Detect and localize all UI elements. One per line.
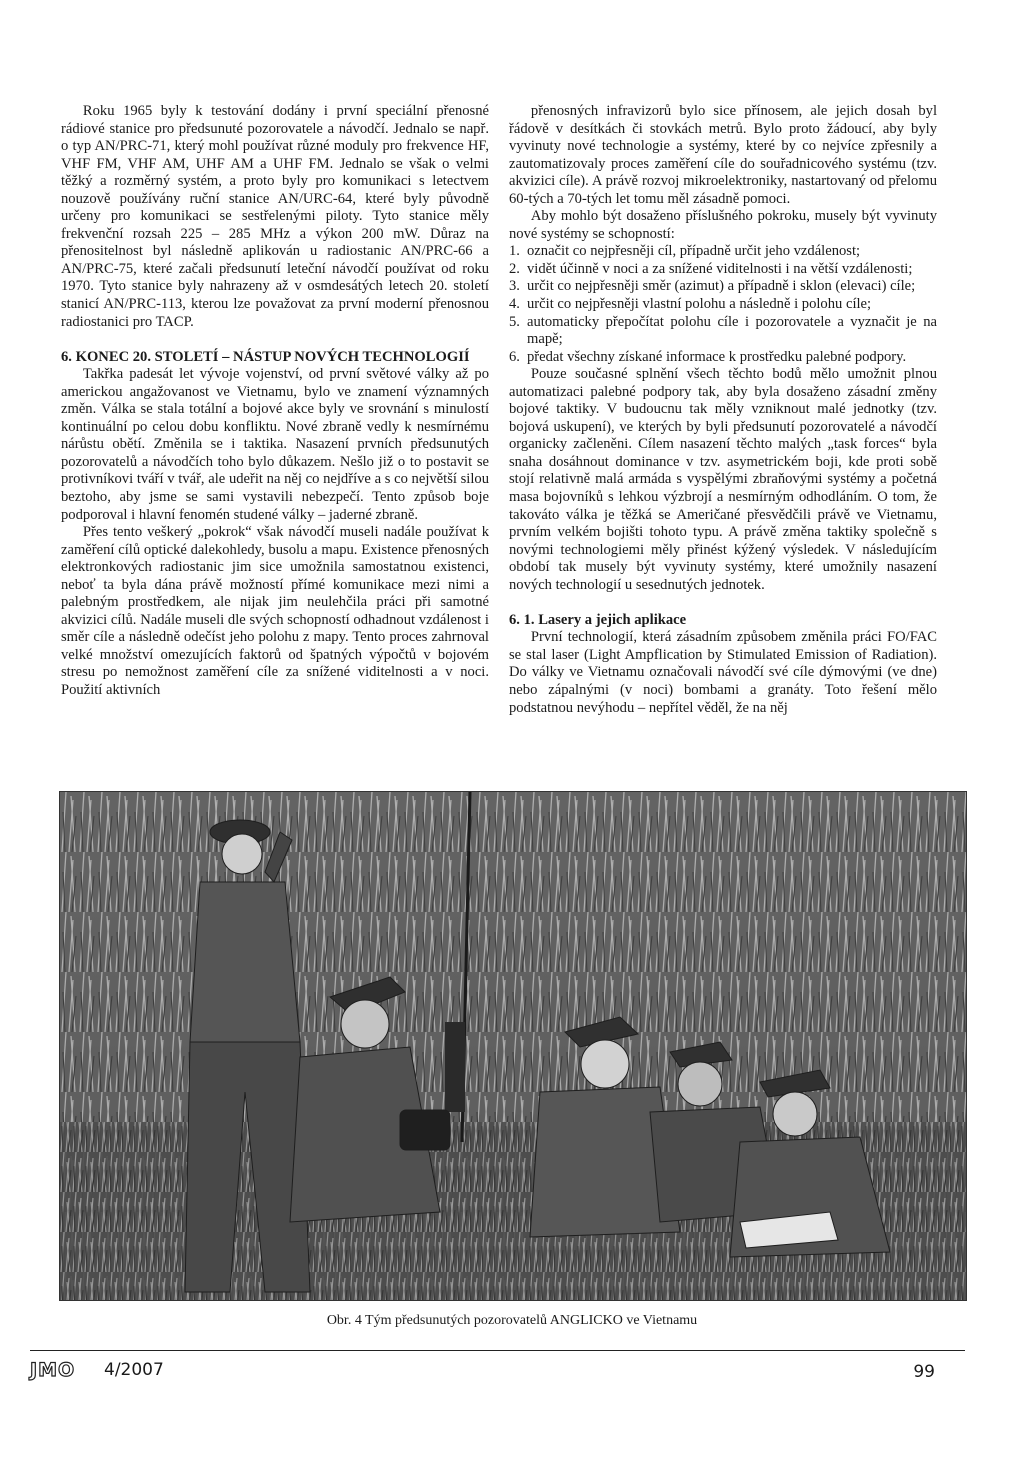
radio-set (445, 1022, 465, 1112)
right-paragraph-2: Aby mohlo být dosaženo příslušného pokroku, musely být vyvinuty nové systémy se schopností: (509, 208, 937, 242)
left-column (61, 103, 489, 700)
list-item-text: automaticky přepočítat polohu cíle i pozorovatele a vyznačit je na mapě; (527, 313, 937, 348)
section-heading-6-1: 6. 1. Lasery a jejich aplikace (509, 611, 687, 628)
figure-photo (59, 791, 967, 1301)
list-item (509, 243, 937, 261)
list-item-text: určit co nejpřesněji směr (azimut) a případně i sklon (elevaci) cíle; (527, 278, 916, 295)
left-paragraph-2: Takřka padesát let vývoje vojenství, od první světové války až po americkou angažovanost ve Vietnamu, bylo ve znamení významných změn. Válka se stala totální a bojové akce byly ve srovnání s minulostí kontinuální po celou dobu konfliktu. Nové zbraně vedly k nesmírnému nárůstu obětí. Změnila se i taktika. Nasazení prvních předsunutých pozorovatelů a návodčích toho bylo důkazem. Nešlo již o to postavit se protivníkovi tváří v tvář, ale udeřit na něj co nejdříve a s co největší silou beztoho, aby jsme se sami vystavili nebezpečí. Tento způsob boje podporoval i hlavní fenomén studené války – jaderné zbraně. (61, 366, 489, 523)
capability-list (509, 243, 937, 366)
list-item-number: 2. (509, 260, 520, 277)
list-item (509, 278, 937, 296)
right-column (509, 103, 937, 717)
right-paragraph-3: Pouze současné splnění všech těchto bodů mělo umožnit plnou automatizaci palebné podpory tak, aby byla dosaženo zásadní změny bojové taktiky. V budoucnu tak měly vzniknout malé jednotky (tzv. bojová uskupení), ve kterých by byli předsunutí pozorovatelé a návodčí organicky začleněni. Cílem nasazení těchto malých „task forces“ byla snaha dosáhnout dominance v tzv. asymetrickém boji, kde proti sobě stojí relativně malá armáda s vyspělými zbraňovými systémy a početná masa bojovníků s lehkou výzbrojí a nesmírným odhodláním. O tom, že takováto válka je těžká se Američané přesvědčili právě ve Vietnamu, prvním velkém bojišti tohoto typu. A právě změna taktiky společně s novými technologiemi měly přinést kýžený výsledek. V následujícím období tak musely být vyvinuty systémy, které umožnily nasazení nových technologií u sesednutých jednotek. (509, 366, 937, 593)
issue-number: 4/2007 (104, 1360, 164, 1380)
figure-caption: Obr. 4 Tým předsunutých pozorovatelů ANGLICKO ve Vietnamu (326, 1313, 698, 1328)
list-item-text: vidět účinně v noci a za snížené viditelnosti i na větší vzdálenosti; (527, 260, 913, 277)
list-item-text: označit co nejpřesněji cíl, případně určit jeho vzdálenost; (527, 243, 861, 260)
photo-illustration (60, 792, 966, 1300)
list-item-number: 3. (509, 278, 520, 295)
journal-logo: JMO (30, 1359, 76, 1381)
right-paragraph-1: přenosných infravizorů bylo sice přínosem, ale jejich dosah byl řádově v desítkách či stovkách metrů. Bylo proto žádoucí, aby byly vyvinuty nové technologie a systémy, které by co nejvíce zpřesnily a zautomatizovaly proces zaměření cíle do souřadnicového systému (tzv. akvizici cíle). A právě rozvoj mikroelektroniky, nastartovaný od přelomu 60-tých a 70-tých let tomu měl zásadně pomoci. (509, 103, 937, 207)
list-item (509, 349, 937, 367)
page-number: 99 (913, 1362, 935, 1382)
list-item (509, 314, 937, 349)
list-item (509, 261, 937, 279)
left-paragraph-3: Přes tento veškerý „pokrok“ však návodčí museli nadále používat k zaměření cílů optické dalekohledy, busolu a mapu. Existence přenosných elektronkových radiostanic jim sice umožnila samostatnou existenci, neboť ta byla dána právě možností přímé komunikace mezi nimi a palebným prostředkem, ale nijak jim neulehčila práci při samotné akvizici cílů. Nadále museli dle svých schopností odhadnout vzdálenost i směr cíle a následně odečíst jeho polohu z mapy. Tento proces zahrnoval velké množství omezujících faktorů od špatných výpočtů v bojovém stresu po nemožnost zaměření cíle za snížené viditelnosti a v noci. Použití aktivních (61, 524, 489, 698)
right-paragraph-4: První technologií, která zásadním způsobem změnila práci FO/FAC se stal laser (Light Ampflication by Stimulated Emission of Radiation). Do války ve Vietnamu označovali návodčí své cíle dýmovými (ve dne) nebo zápalnými (v noci) bombami a granáty. Toto řešení mělo podstatnou nevýhodu – nepřítel věděl, že na něj (509, 629, 937, 716)
section-heading-6: 6. KONEC 20. STOLETÍ – NÁSTUP NOVÝCH TECHNOLOGIÍ (61, 348, 470, 365)
list-item-number: 5. (509, 313, 520, 330)
list-item-number: 4. (509, 296, 520, 313)
list-item-number: 6. (509, 348, 520, 365)
list-item-text: určit co nejpřesněji vlastní polohu a následně i polohu cíle; (527, 296, 872, 313)
list-item-text: předat všechny získané informace k prostředku palebné podpory. (527, 348, 907, 365)
footer-rule (30, 1350, 965, 1351)
left-paragraph-1: Roku 1965 byly k testování dodány i první speciální přenosné rádiové stanice pro předsunuté pozorovatele a návodčí. Jednalo se např. o typ AN/PRC-71, který mohl používat různé moduly pro frekvence HF, VHF FM, VHF AM, UHF AM a UHF FM. Jednalo se však o velmi těžký a rozměrný systém, a proto byly pro komunikaci s letectvem nouzově používány ruční stanice AN/URC-64, které byly původně určeny pro komunikaci se sestřelenými piloty. Tyto stanice měly frekvenční rozsah 225 – 285 MHz a výkon 200 mW. Důraz na přenositelnost byl následně aplikován u radiostanic AN/PRC-66 a AN/PRC-75, které začali předsunutí leteční návodčí používat od roku 1970. Tyto stanice byly nahrazeny až v osmdesátých letech 20. století stanicí AN/PRC-113, kterou lze považovat za první moderní přenosnou radiostanici pro TACP. (61, 103, 489, 330)
list-item (509, 296, 937, 314)
list-item-number: 1. (509, 243, 520, 260)
